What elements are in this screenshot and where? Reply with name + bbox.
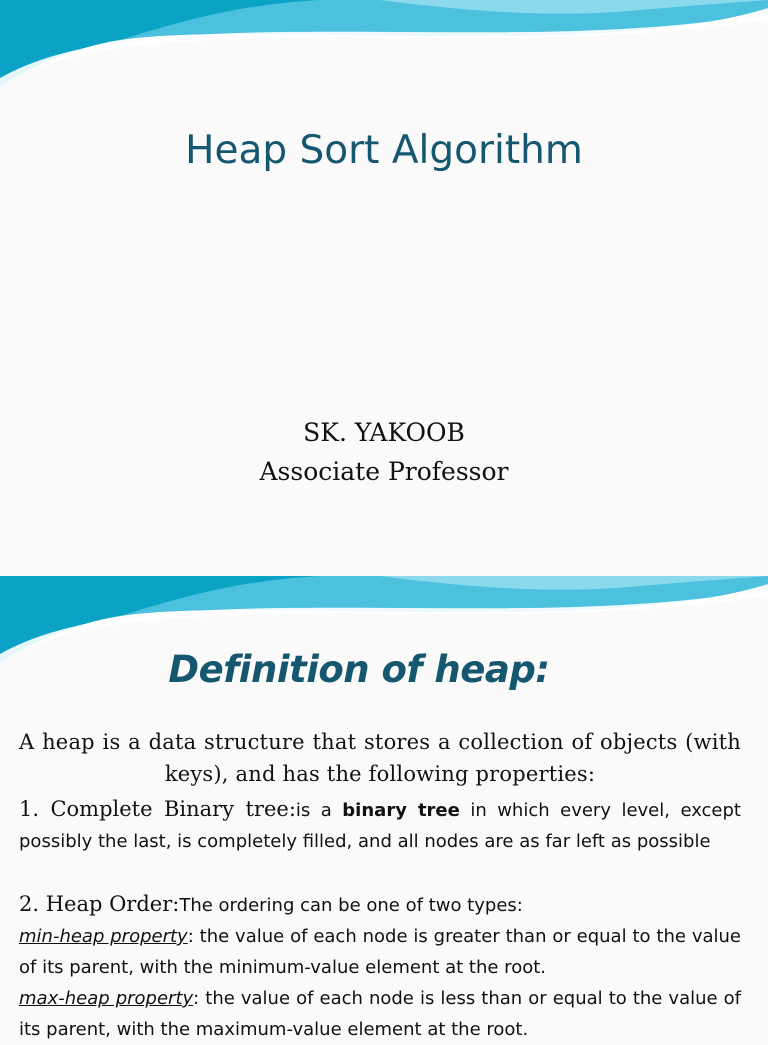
- max-heap-term: max-heap property: [19, 988, 194, 1009]
- property-label: 2. Heap Order:: [19, 892, 180, 916]
- slide-title: Heap Sort Algorithm: [185, 128, 583, 173]
- author-name: SK. YAKOOB: [303, 418, 465, 447]
- min-heap-text: : the value of each node is greater than or equal to the value of its parent, with the minimum-value element at the root.: [19, 926, 741, 978]
- property-heap-order: [19, 889, 741, 1045]
- property-label: 1. Complete Binary tree:: [19, 797, 296, 821]
- property-text: The ordering can be one of two types:: [179, 895, 523, 916]
- wave-banner: [0, 0, 768, 100]
- intro-paragraph: A heap is a data structure that stores a collection of objects (with keys), and has the following properties:: [19, 730, 741, 786]
- property-bold-term: binary tree: [342, 800, 460, 821]
- slide-heading: Definition of heap:: [168, 648, 550, 691]
- property-complete-binary-tree: [19, 794, 741, 857]
- max-heap-text: : the value of each node is less than or equal to the value of its parent, with the maximum-value element at the root.: [19, 988, 741, 1040]
- property-text-pre: is a: [295, 800, 343, 821]
- author-role: Associate Professor: [259, 457, 509, 486]
- definition-slide: [0, 576, 768, 1040]
- property-text: in which every level, except possibly the last, is completely filled, and all nodes are as far left as possible: [19, 800, 741, 852]
- min-heap-term: min-heap property: [19, 926, 188, 947]
